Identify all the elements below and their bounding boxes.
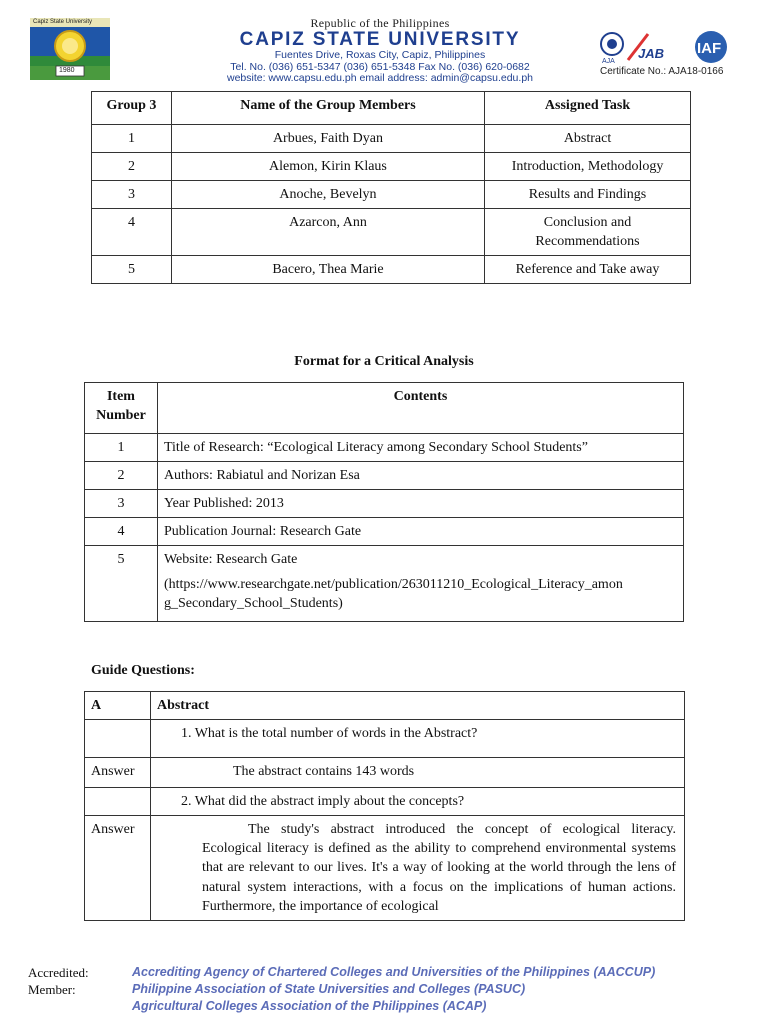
group-header: Group 3 <box>92 92 172 125</box>
research-url: (https://www.researchgate.net/publication/263011210_Ecological_Literacy_among_Secondary_School_Students) <box>163 577 623 611</box>
table-header-row <box>92 92 691 125</box>
phone-line: Tel. No. (036) 651-5347 (036) 651-5348 Fax No. (036) 620-0682 <box>230 60 530 73</box>
question-row <box>85 720 685 758</box>
contents-header: Contents <box>157 383 683 434</box>
table-row <box>92 256 691 284</box>
pasuc-line: Philippine Association of State Universities and Colleges (PASUC) <box>132 982 526 996</box>
certificate-number: Certificate No.: AJA18-0166 <box>600 66 724 77</box>
member-number: 2 <box>92 153 172 181</box>
seal-caption: Capiz State University <box>33 19 93 25</box>
empty-label <box>85 720 151 758</box>
item-number-header: Item Number <box>85 383 158 434</box>
member-name: Alemon, Kirin Klaus <box>171 153 484 181</box>
answer-label: Answer <box>85 758 151 788</box>
empty-label <box>85 788 151 816</box>
item-content: Publication Journal: Research Gate <box>157 518 683 546</box>
table-row <box>85 462 684 490</box>
section-name: Abstract <box>150 692 684 720</box>
table-row <box>85 546 684 622</box>
answer-label: Answer <box>85 816 151 921</box>
guide-title: Guide Questions: <box>91 663 195 678</box>
member-name: Arbues, Faith Dyan <box>171 125 484 153</box>
critical-analysis-format-table <box>84 382 684 622</box>
table-row <box>92 209 691 256</box>
member-task: Abstract <box>485 125 691 153</box>
address-line: Fuentes Drive, Roxas City, Capiz, Philippines <box>274 49 486 61</box>
guide-questions-table <box>84 691 685 921</box>
member-task: Introduction, Methodology <box>485 153 691 181</box>
republic-line: Republic of the Philippines <box>310 16 450 30</box>
section-letter: A <box>85 692 151 720</box>
question-2: 2. What did the abstract imply about the concepts? <box>180 794 465 809</box>
website-line: website: www.capsu.edu.ph email address: admin@capsu.edu.ph <box>227 72 533 84</box>
answer-row <box>85 816 685 921</box>
item-content: Authors: Rabiatul and Norizan Esa <box>157 462 683 490</box>
member-task: Reference and Take away <box>485 256 691 284</box>
footer-organizations <box>132 964 655 1015</box>
table-header-row <box>85 383 684 434</box>
question-1: 1. What is the total number of words in the Abstract? <box>180 726 478 741</box>
member-task: Results and Findings <box>485 181 691 209</box>
group-members-table <box>91 91 691 284</box>
task-header: Assigned Task <box>485 92 691 125</box>
item-number: 1 <box>85 434 158 462</box>
aja-logo-text: AJA <box>602 58 615 65</box>
member-name: Bacero, Thea Marie <box>171 256 484 284</box>
certification-logos <box>598 30 746 70</box>
answer-row <box>85 758 685 788</box>
footer-labels <box>28 964 89 998</box>
members-header: Name of the Group Members <box>171 92 484 125</box>
answer-1: The abstract contains 143 words <box>232 764 415 779</box>
format-title: Format for a Critical Analysis <box>294 354 474 369</box>
aaccup-line: Accrediting Agency of Chartered Colleges and Universities of the Philippines (AACCUP) <box>132 965 656 979</box>
member-number: 5 <box>92 256 172 284</box>
item-number: 4 <box>85 518 158 546</box>
member-number: 4 <box>92 209 172 256</box>
letterhead <box>170 16 590 85</box>
item-number: 5 <box>85 546 158 622</box>
table-row <box>85 434 684 462</box>
member-number: 1 <box>92 125 172 153</box>
acap-line: Agricultural Colleges Association of the Philippines (ACAP) <box>132 999 487 1013</box>
website-label: Website: Research Gate <box>163 552 298 567</box>
member-name: Azarcon, Ann <box>171 209 484 256</box>
table-row <box>85 490 684 518</box>
table-row <box>92 125 691 153</box>
member-label: Member: <box>28 982 76 997</box>
section-header-row <box>85 692 685 720</box>
item-number: 2 <box>85 462 158 490</box>
seal-year: 1980 <box>59 67 75 74</box>
university-name: CAPIZ STATE UNIVERSITY <box>239 29 521 50</box>
member-number: 3 <box>92 181 172 209</box>
jab-logo-text: JAB <box>638 46 665 61</box>
iaf-logo-text: IAF <box>697 40 722 57</box>
question-row <box>85 788 685 816</box>
table-row <box>85 518 684 546</box>
answer-2: The study's abstract introduced the concept of ecological literacy. Ecological literacy is defined as the ability to comprehend environmental systems that are relevant to our lives. It's a way of looking at the world through the lens of natural system interactions, with a focus on the implications of human actions. Furthermore, the importance of ecological <box>201 822 676 914</box>
item-content <box>157 546 683 622</box>
item-number: 3 <box>85 490 158 518</box>
table-row <box>92 181 691 209</box>
member-name: Anoche, Bevelyn <box>171 181 484 209</box>
member-task: Conclusion and Recommendations <box>485 209 691 256</box>
item-content: Year Published: 2013 <box>157 490 683 518</box>
accredited-label: Accredited: <box>28 965 89 980</box>
item-content: Title of Research: “Ecological Literacy among Secondary School Students” <box>157 434 683 462</box>
table-row <box>92 153 691 181</box>
